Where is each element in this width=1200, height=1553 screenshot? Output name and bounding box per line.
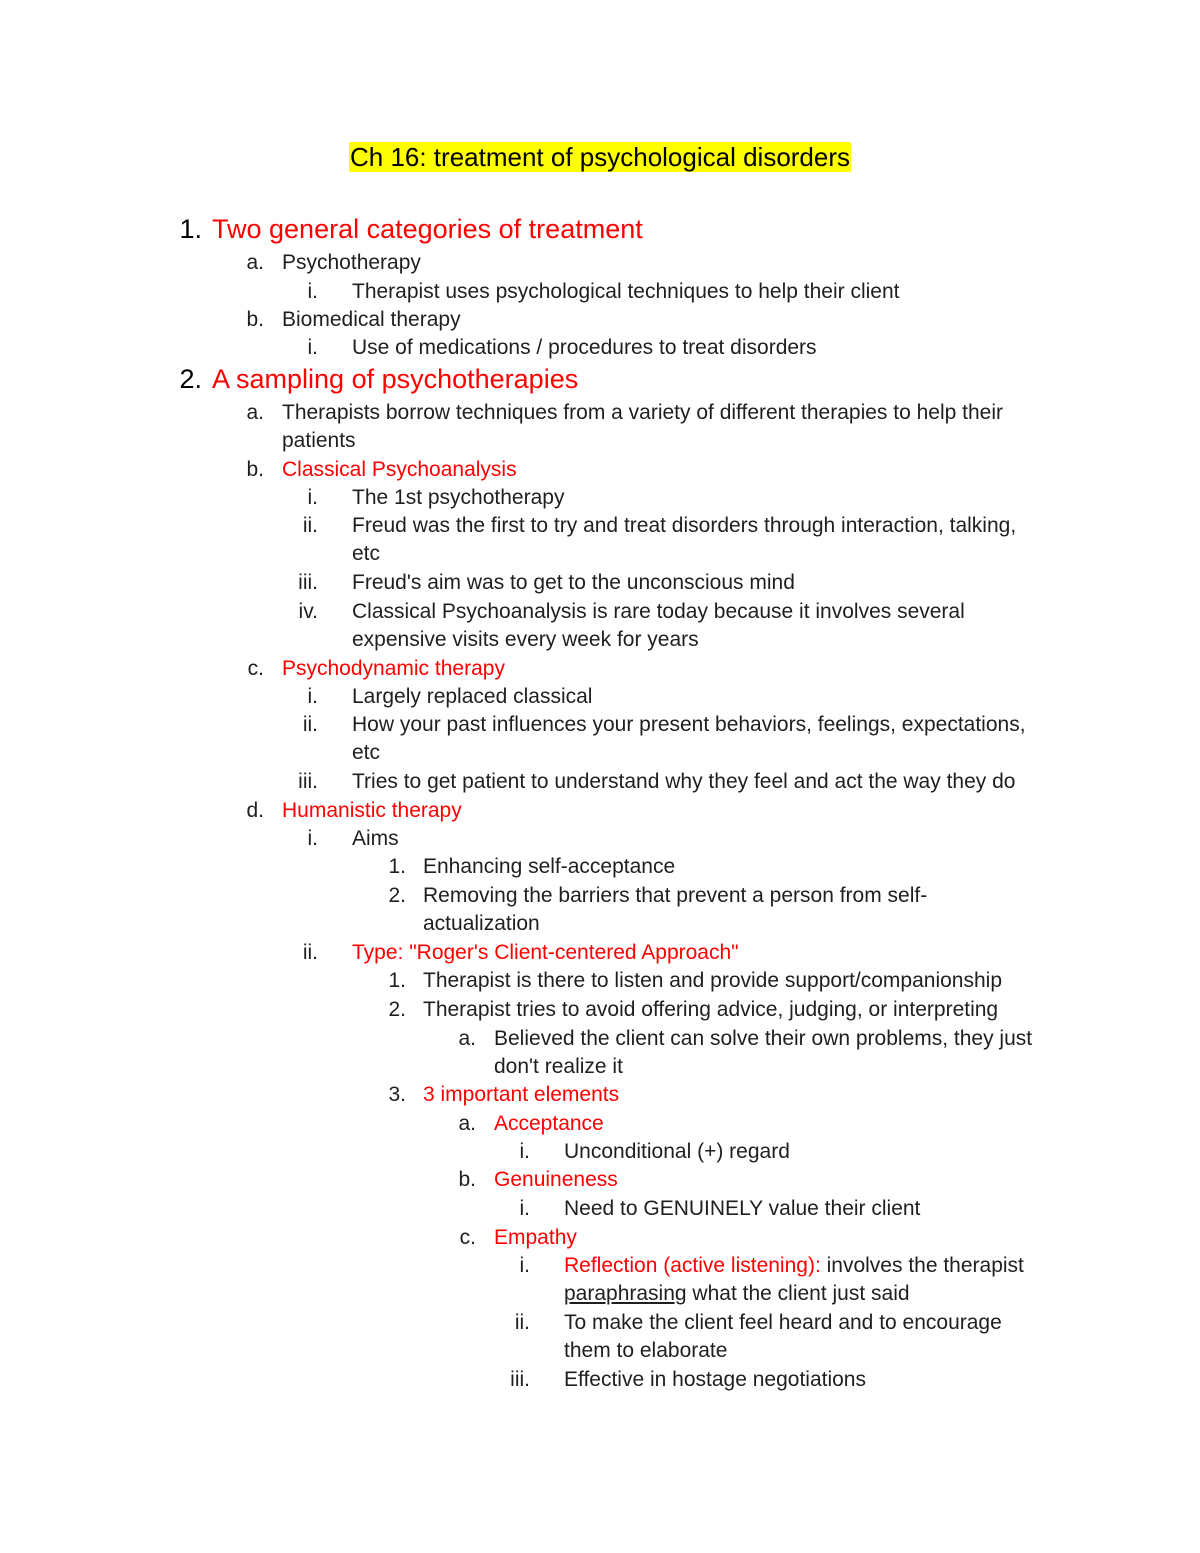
list-marker: 2. xyxy=(388,998,406,1021)
list-item-continuation: patients xyxy=(282,429,356,452)
subheading-text: Psychodynamic therapy xyxy=(282,657,505,680)
list-item-continuation: them to elaborate xyxy=(564,1339,728,1362)
list-item-continuation: don't realize it xyxy=(494,1055,623,1078)
list-marker: c. xyxy=(247,657,264,680)
list-item-text xyxy=(564,1252,1024,1281)
list-marker: c. xyxy=(459,1226,476,1249)
list-marker: 1. xyxy=(388,969,406,992)
list-item-text: How your past influences your present behaviors, feelings, expectations, xyxy=(352,713,1026,736)
list-marker: a. xyxy=(458,1027,476,1050)
list-item-text-rest: involves the therapist xyxy=(820,1254,1024,1277)
subheading-text: Type: "Roger's Client-centered Approach" xyxy=(352,941,739,964)
list-item-continuation: etc xyxy=(352,542,381,565)
list-marker: a. xyxy=(246,401,264,424)
list-marker: a. xyxy=(246,251,264,274)
list-marker: ii. xyxy=(302,941,318,964)
list-marker: 2. xyxy=(388,884,406,907)
list-item-text: Effective in hostage negotiations xyxy=(564,1368,866,1391)
subheading-text: Empathy xyxy=(494,1226,577,1249)
list-item-text: Therapists borrow techniques from a variety of different therapies to help their xyxy=(282,401,1003,424)
subheading-text: Acceptance xyxy=(494,1112,604,1135)
list-marker: i. xyxy=(307,280,318,303)
list-item-text: Largely replaced classical xyxy=(352,685,593,708)
section-heading-text: A sampling of psychotherapies xyxy=(212,364,579,394)
list-item-text: Therapist tries to avoid offering advice, judging, or interpreting xyxy=(423,998,999,1021)
list-marker: 3. xyxy=(388,1083,406,1106)
list-marker: i. xyxy=(519,1197,530,1220)
list-item-text: Need to GENUINELY value their client xyxy=(564,1197,921,1220)
list-marker: i. xyxy=(519,1140,530,1163)
list-item-text: Removing the barriers that prevent a person from self- xyxy=(423,884,928,907)
page-title xyxy=(0,142,1200,173)
list-item-continuation: actualization xyxy=(423,912,540,935)
list-marker: 1. xyxy=(179,214,202,244)
list-marker: b. xyxy=(246,458,264,481)
list-item-text: Aims xyxy=(352,827,399,850)
subheading-text: Humanistic therapy xyxy=(282,799,462,822)
list-item-text: Biomedical therapy xyxy=(282,308,461,331)
list-marker: i. xyxy=(519,1254,530,1277)
subheading-text: 3 important elements xyxy=(423,1083,620,1106)
list-item-text-rest: what the client just said xyxy=(686,1282,910,1305)
list-item-text: Freud's aim was to get to the unconscious mind xyxy=(352,571,795,594)
list-marker: iii. xyxy=(298,571,318,594)
list-item-continuation: etc xyxy=(352,741,381,764)
list-marker: 2. xyxy=(179,364,202,394)
list-item-continuation xyxy=(564,1280,910,1309)
emphasis-text: Reflection (active listening): xyxy=(564,1254,821,1277)
title-highlight: Ch 16: treatment of psychological disorders xyxy=(349,142,851,172)
list-marker: a. xyxy=(458,1112,476,1135)
list-item-text: Enhancing self-acceptance xyxy=(423,855,676,878)
list-item-text: Unconditional (+) regard xyxy=(564,1140,790,1163)
list-item-text: Believed the client can solve their own problems, they just xyxy=(494,1027,1033,1050)
list-item-text: Psychotherapy xyxy=(282,251,421,274)
list-item-text: The 1st psychotherapy xyxy=(352,486,565,509)
list-marker: ii. xyxy=(302,514,318,537)
list-marker: ii. xyxy=(514,1311,530,1334)
list-marker: iii. xyxy=(510,1368,530,1391)
list-marker: b. xyxy=(246,308,264,331)
list-marker: b. xyxy=(458,1168,476,1191)
list-item-continuation: expensive visits every week for years xyxy=(352,628,699,651)
list-marker: ii. xyxy=(302,713,318,736)
list-marker: 1. xyxy=(388,855,406,878)
list-marker: i. xyxy=(307,685,318,708)
section-heading-text: Two general categories of treatment xyxy=(212,214,643,244)
list-item-text: Use of medications / procedures to treat disorders xyxy=(352,336,817,359)
list-marker: d. xyxy=(246,799,264,822)
subheading-text: Classical Psychoanalysis xyxy=(282,458,517,481)
list-item-text: To make the client feel heard and to encourage xyxy=(564,1311,1002,1334)
list-marker: i. xyxy=(307,486,318,509)
list-item-text: Therapist is there to listen and provide support/companionship xyxy=(423,969,1002,992)
list-item-text: Tries to get patient to understand why they feel and act the way they do xyxy=(352,770,1016,793)
list-item-text: Classical Psychoanalysis is rare today because it involves several xyxy=(352,600,965,623)
subheading-text: Genuineness xyxy=(494,1168,618,1191)
list-marker: i. xyxy=(307,336,318,359)
list-item-text: Therapist uses psychological techniques to help their client xyxy=(352,280,900,303)
underlined-text: paraphrasing xyxy=(564,1282,687,1305)
list-item-text: Freud was the first to try and treat disorders through interaction, talking, xyxy=(352,514,1017,537)
list-marker: iii. xyxy=(298,770,318,793)
list-marker: i. xyxy=(307,827,318,850)
list-marker: iv. xyxy=(298,600,318,623)
